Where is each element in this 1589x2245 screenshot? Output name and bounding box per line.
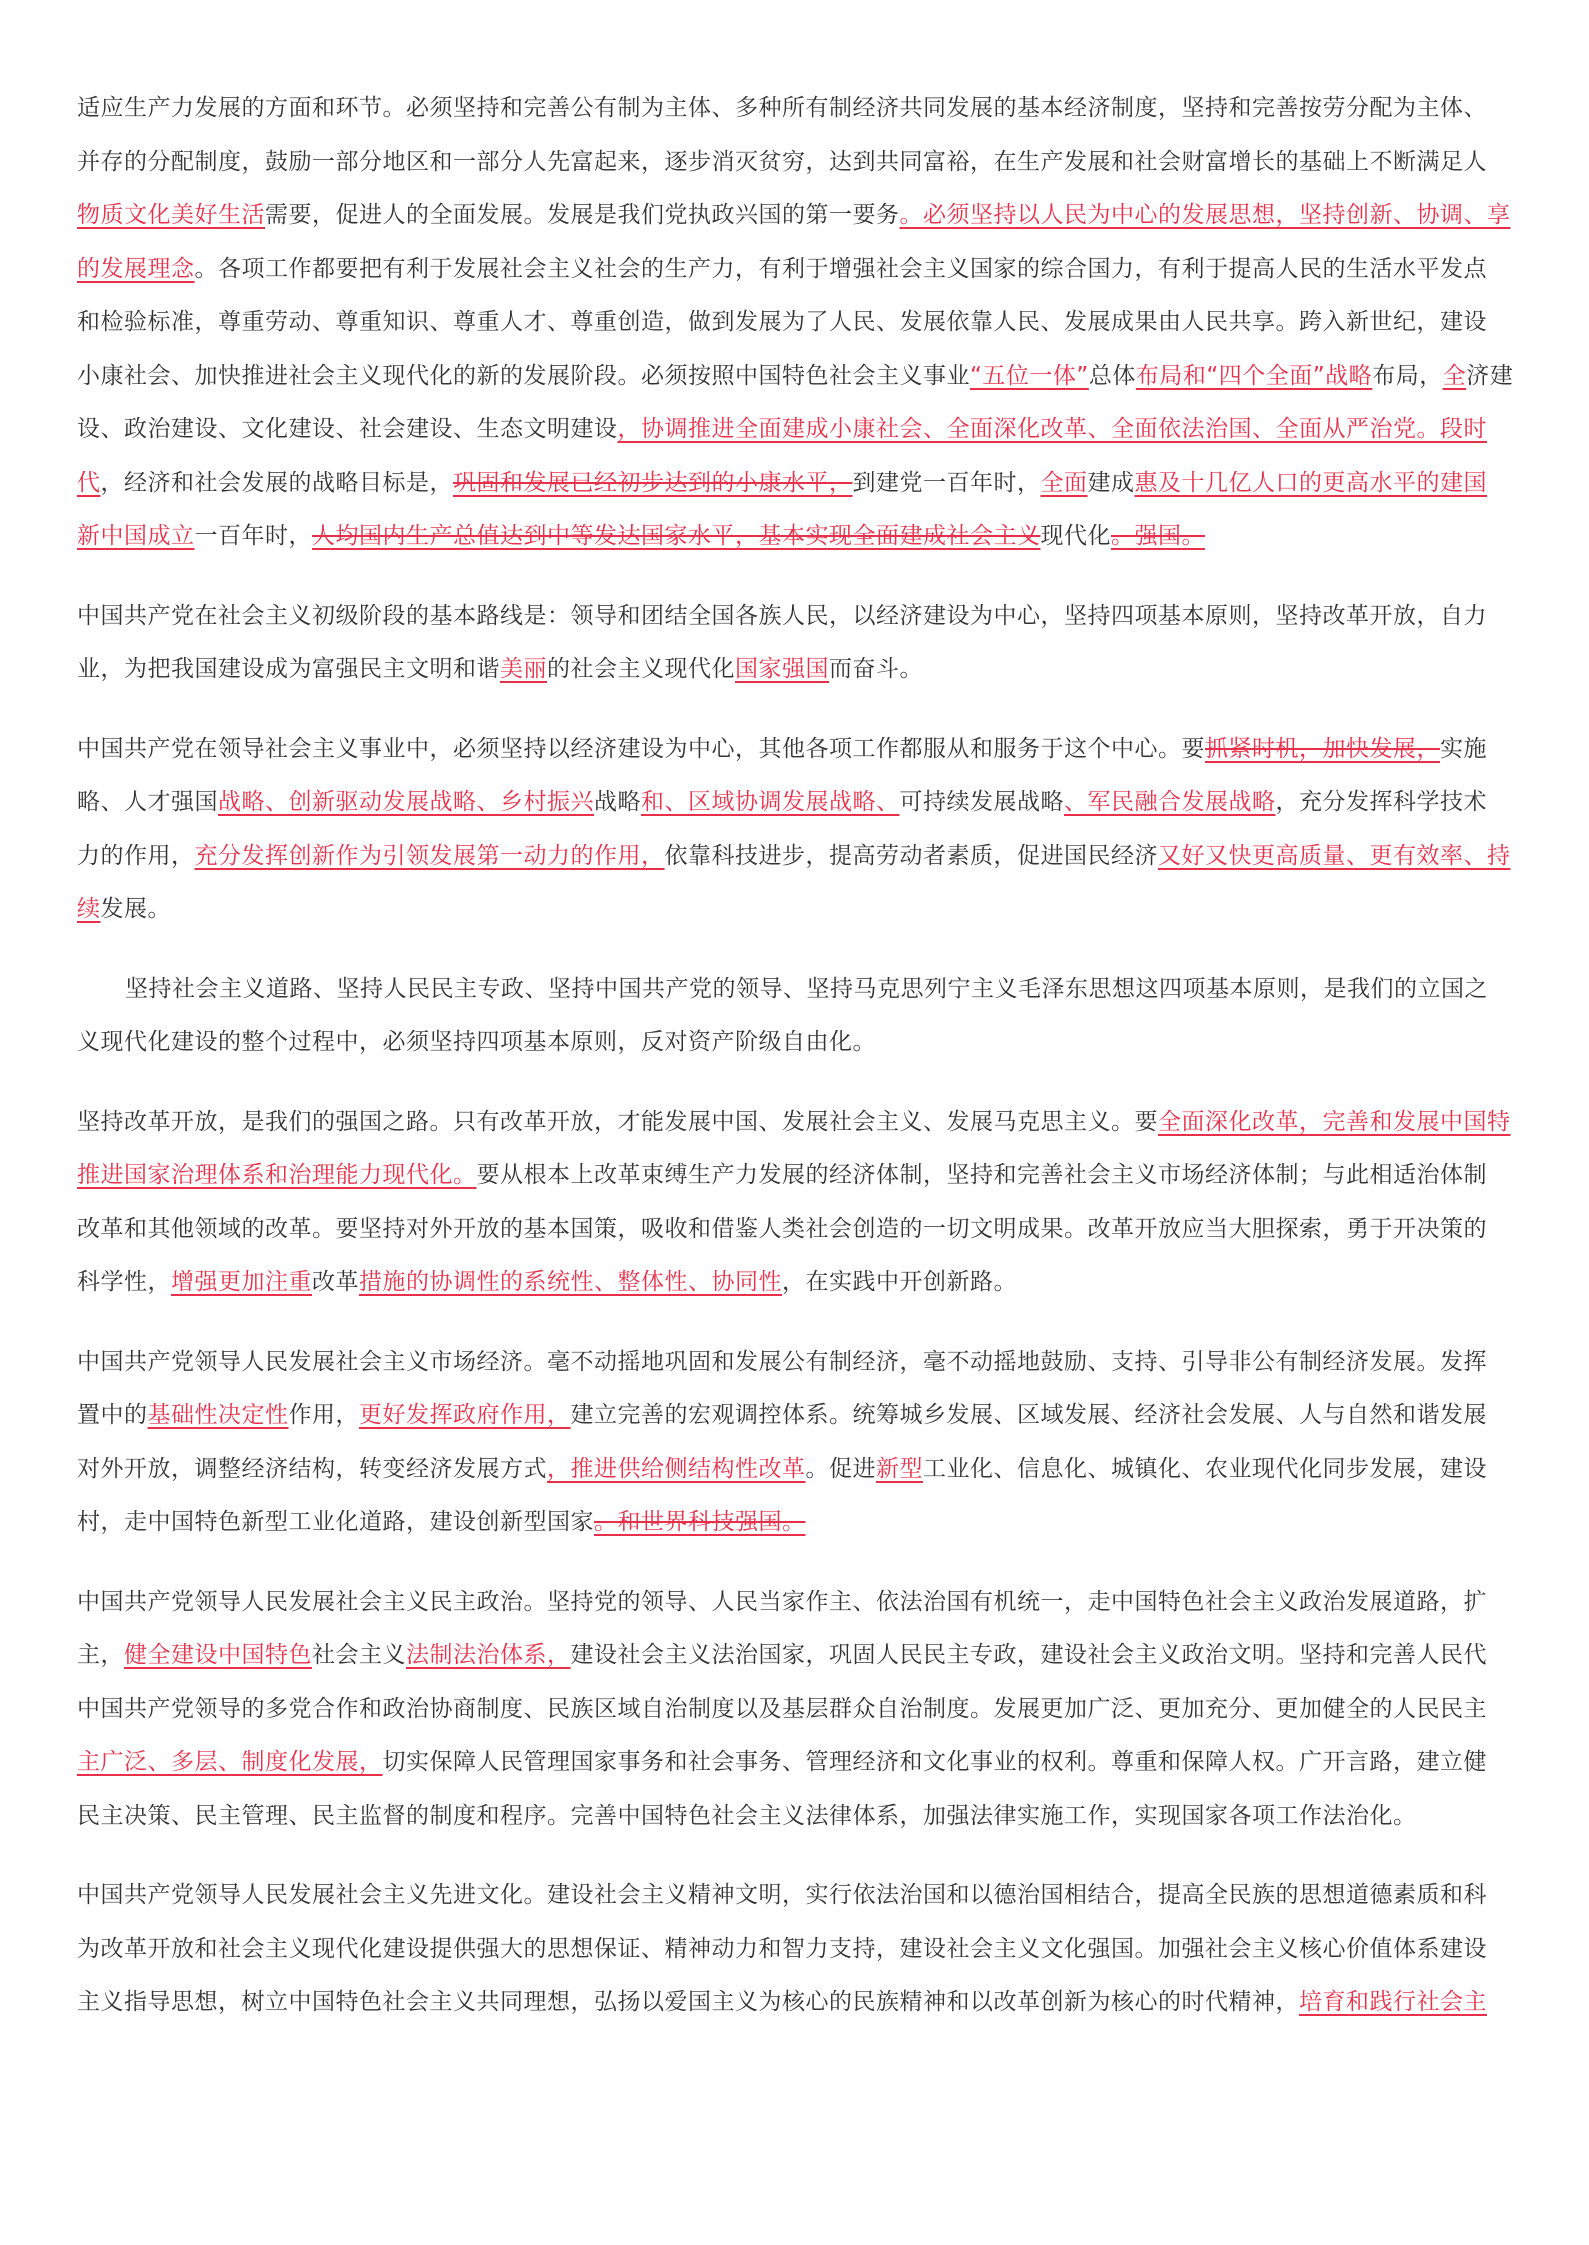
revision-insert: 主广泛、多层、制度化发展， — [77, 1749, 383, 1775]
text-segment: 中国共产党在社会主义初级阶段的基本路线是：领导和团结全国各族人民，以经济建设为中心，坚持四项基本原则，坚持改革开放，自力 — [77, 602, 1487, 629]
paragraph — [77, 82, 1529, 564]
revision-insert: 推进国家治理体系和治理能力现代化。 — [77, 1162, 477, 1188]
text-segment: 置中的 — [77, 1402, 148, 1428]
text-segment: 中国共产党领导人民发展社会主义先进文化。建设社会主义精神文明，实行依法治国和以德治国相结合，提高全民族的思想道德素质和科 — [77, 1882, 1487, 1908]
revision-insert: 代 — [77, 469, 101, 496]
text-segment: 科学性， — [77, 1269, 171, 1295]
text-line — [77, 1790, 1529, 1844]
revision-insert: 法制法治体系， — [406, 1642, 571, 1668]
text-line — [77, 403, 1529, 457]
paragraph — [77, 963, 1529, 1070]
text-segment: 要从根本上改革束缚生产力发展的经济体制，坚持和完善社会主义市场经济体制；与此相适治体制 — [476, 1162, 1487, 1188]
revision-insert: 新型 — [876, 1455, 923, 1482]
text-line — [77, 643, 1529, 697]
text-segment: 济建 — [1466, 362, 1514, 389]
text-segment: 设、政治建设、文化建设、社会建设、生态文明建设 — [77, 416, 618, 442]
text-segment: 中国共产党领导人民发展社会主义民主政治。坚持党的领导、人民当家作主、依法治国有机统一，走中国特色社会主义政治发展道路，扩 — [77, 1588, 1487, 1615]
revision-insert: 的发展理念 — [77, 255, 195, 282]
text-line — [77, 1443, 1529, 1497]
text-line — [77, 883, 1529, 937]
text-segment: 建成 — [1087, 469, 1135, 496]
text-segment: 而奋斗。 — [829, 656, 923, 682]
text-line — [77, 1389, 1529, 1443]
text-line — [77, 1256, 1529, 1310]
text-segment: 中国共产党领导人民发展社会主义市场经济。毫不动摇地巩固和发展公有制经济，毫不动摇地鼓励、支持、引导非公有制经济发展。发挥 — [77, 1348, 1487, 1375]
text-segment: 。促进 — [805, 1455, 876, 1482]
text-line — [77, 1683, 1529, 1737]
text-line — [77, 1576, 1529, 1630]
text-line — [77, 136, 1529, 190]
paragraph — [77, 590, 1529, 697]
revision-insert: 物质文化美好生活 — [77, 202, 265, 228]
revision-insert: 和、区域协调发展战略、 — [641, 789, 900, 815]
revision-insert: 、军民融合发展战略 — [1064, 789, 1276, 815]
revision-insert: 。必须坚持以人民为中心的发展思想，坚持创新、协调、享 — [899, 202, 1511, 228]
text-segment: 建立完善的宏观调控体系。统筹城乡发展、区域发展、经济社会发展、人与自然和谐发展 — [570, 1402, 1487, 1428]
text-segment: 改革 — [312, 1269, 359, 1295]
text-line — [77, 1203, 1529, 1257]
text-segment: 到建党一百年时， — [852, 469, 1041, 496]
revision-insert: 充分发挥创新作为引领发展第一动力的作用， — [194, 842, 665, 869]
text-segment: 社会主义 — [312, 1642, 406, 1668]
revision-delete: 。和世界科技强国。 — [594, 1509, 806, 1535]
revision-insert: 措施的协调性的系统性、整体性、协同性 — [359, 1269, 782, 1295]
text-segment: 布局， — [1372, 362, 1443, 389]
text-segment: 总体 — [1088, 362, 1136, 389]
text-segment: 需要，促进人的全面发展。发展是我们党执政兴国的第一要务 — [265, 202, 900, 228]
text-segment: ，经济和社会发展的战略目标是， — [100, 469, 453, 496]
text-segment: 的社会主义现代化 — [547, 656, 735, 682]
text-segment: 改革和其他领域的改革。要坚持对外开放的基本国策，吸收和借鉴人类社会创造的一切文明成果。改革开放应当大胆探索，勇于开决策的 — [77, 1215, 1487, 1242]
text-segment: 义现代化建设的整个过程中，必须坚持四项基本原则，反对资产阶级自由化。 — [77, 1029, 876, 1055]
text-line — [77, 830, 1529, 884]
text-line — [77, 457, 1529, 511]
text-line — [77, 1336, 1529, 1390]
text-segment: 实施 — [1440, 735, 1487, 762]
revision-insert: 全 — [1442, 362, 1467, 389]
revision-insert: 战略、创新驱动发展战略、乡村振兴 — [218, 789, 594, 815]
text-line — [77, 963, 1529, 1017]
text-line — [77, 1923, 1529, 1977]
text-segment: 对外开放，调整经济结构，转变经济发展方式 — [77, 1455, 547, 1482]
revision-insert: 增强更加注重 — [171, 1269, 312, 1295]
revision-insert: 又好又快 — [1158, 842, 1252, 869]
text-segment: 民主决策、民主管理、民主监督的制度和程序。完善中国特色社会主义法律体系，加强法律实施工作，实现国家各项工作法治化。 — [77, 1802, 1417, 1829]
text-segment: 为改革开放和社会主义现代化建设提供强大的思想保证、精神动力和智力支持，建设社会主义文化强国。加强社会主义核心价值体系建设 — [77, 1935, 1487, 1962]
revision-delete: 人均国内生产总值达到中等发达国家水平，基本实现全面建成社会主义 — [312, 523, 1041, 549]
text-segment: 依靠科技进步，提高劳动者素质，促进国民经济 — [664, 842, 1158, 869]
text-line — [77, 243, 1529, 297]
text-line — [77, 1869, 1529, 1923]
revision-insert: 健全建设中国特色 — [124, 1642, 312, 1668]
text-segment: 和检验标准，尊重劳动、尊重知识、尊重人才、尊重创造，做到发展为了人民、发展依靠人民、发展成果由人民共享。跨入新世纪，建设 — [77, 309, 1487, 335]
paragraph — [77, 723, 1529, 937]
text-segment: 适应生产力发展的方面和环节。必须坚持和完善公有制为主体、多种所有制经济共同发展的基本经济制度，坚持和完善按劳分配为主体、 — [77, 95, 1487, 121]
text-line — [77, 1496, 1529, 1550]
revision-delete: 。强国。 — [1111, 523, 1205, 549]
text-line — [77, 1096, 1529, 1150]
text-line — [77, 510, 1529, 564]
revision-insert: 全面 — [1040, 469, 1088, 496]
revision-insert: 惠及十几亿人口的更高水平的建国 — [1134, 469, 1487, 496]
text-segment: 坚持社会主义道路、坚持人民民主专政、坚持中国共产党的领导、坚持马克思列宁主义毛泽东思想这四项基本原则，是我们的立国之 — [125, 975, 1488, 1002]
text-line — [77, 1149, 1529, 1203]
text-line — [77, 350, 1529, 404]
text-line — [77, 723, 1529, 777]
text-line — [77, 1629, 1529, 1683]
paragraph — [77, 1336, 1529, 1550]
revision-insert: 新中国成立 — [77, 523, 195, 549]
text-line — [77, 296, 1529, 350]
revision-insert: 国家强国 — [735, 656, 829, 682]
revision-insert: 更高质量、更有效率、持 — [1252, 842, 1511, 869]
text-line — [77, 1976, 1529, 2030]
text-line — [77, 590, 1529, 644]
text-segment: 。各项工作都要把有利于发展社会主义社会的生产力，有利于增强社会主义国家的综合国力，有利于提高人民的生活水平发点 — [194, 255, 1487, 282]
text-segment: 中国共产党在领导社会主义事业中，必须坚持以经济建设为中心，其他各项工作都服从和服务于这个中心。要 — [77, 735, 1205, 762]
text-segment: 主义指导思想，树立中国特色社会主义共同理想，弘扬以爱国主义为核心的民族精神和以改革创新为核心的时代精神， — [77, 1989, 1299, 2015]
revision-insert: ，推进供给侧结构性改革 — [547, 1455, 806, 1482]
text-segment: ，在实践中开创新路。 — [782, 1269, 1017, 1295]
text-segment: 现代化 — [1040, 523, 1111, 549]
text-segment: 可持续发展战略 — [899, 789, 1064, 815]
revision-insert: 布局和“四个全面”战略 — [1135, 362, 1373, 389]
revision-insert: ，协调推进全面建成小康社会、全面深化改革、全面依法治国、全面从严治党。 — [617, 416, 1440, 442]
text-segment: 一百年时， — [194, 523, 312, 549]
text-segment: 小康社会、加快推进社会主义现代化的新的发展阶段。必须按照中国特色社会主义事业 — [77, 362, 970, 389]
text-line — [77, 1016, 1529, 1070]
revision-insert: 段时 — [1440, 416, 1487, 442]
revision-insert: 美丽 — [500, 656, 547, 682]
revision-insert: 续 — [77, 896, 101, 922]
paragraph — [77, 1869, 1529, 2030]
text-line — [77, 82, 1529, 136]
text-segment: 并存的分配制度，鼓励一部分地区和一部分人先富起来，逐步消灭贫穷，达到共同富裕，在生产发展和社会财富增长的基础上不断满足人 — [77, 148, 1487, 175]
text-segment: 发展。 — [100, 896, 171, 922]
text-segment: 村，走中国特色新型工业化道路，建设创新型国家 — [77, 1509, 594, 1535]
revision-insert: “五位一体” — [970, 362, 1089, 389]
text-segment: 坚持改革开放，是我们的强国之路。只有改革开放，才能发展中国、发展社会主义、发展马克思主义。要 — [77, 1108, 1158, 1135]
text-segment: 切实保障人民管理国家事务和社会事务、管理经济和文化事业的权利。尊重和保障人权。广开言路，建立健 — [382, 1749, 1487, 1775]
text-segment: 工业化、信息化、城镇化、农业现代化同步发展，建设 — [923, 1455, 1487, 1482]
text-segment: 业，为把我国建设成为富强民主文明和谐 — [77, 656, 500, 682]
paragraph — [77, 1096, 1529, 1310]
text-segment: 作用， — [288, 1402, 359, 1428]
text-segment: 建设社会主义法治国家，巩固人民民主专政，建设社会主义政治文明。坚持和完善人民代 — [570, 1642, 1487, 1668]
text-line — [77, 776, 1529, 830]
text-line — [77, 1736, 1529, 1790]
revision-delete: 巩固和发展已经初步达到的小康水平， — [453, 469, 853, 496]
text-segment: 战略 — [594, 789, 641, 815]
paragraph — [77, 1576, 1529, 1844]
revision-insert: 基础性决定性 — [147, 1402, 289, 1428]
text-segment: 力的作用， — [77, 842, 195, 869]
revision-delete: 抓紧时机，加快发展， — [1205, 735, 1440, 762]
text-line — [77, 189, 1529, 243]
text-segment: 中国共产党领导的多党合作和政治协商制度、民族区域自治制度以及基层群众自治制度。发展更加广泛、更加充分、更加健全的人民民主 — [77, 1695, 1487, 1722]
revision-insert: 更好发挥政府作用， — [359, 1402, 571, 1428]
text-segment: 主， — [77, 1642, 124, 1668]
text-segment: 略、人才强国 — [77, 789, 218, 815]
text-segment: ，充分发挥科学技术 — [1275, 789, 1487, 815]
revision-insert: 全面深化改革，完善和发展中国特 — [1158, 1108, 1511, 1135]
revision-insert: 培育和践行社会主 — [1299, 1989, 1487, 2015]
